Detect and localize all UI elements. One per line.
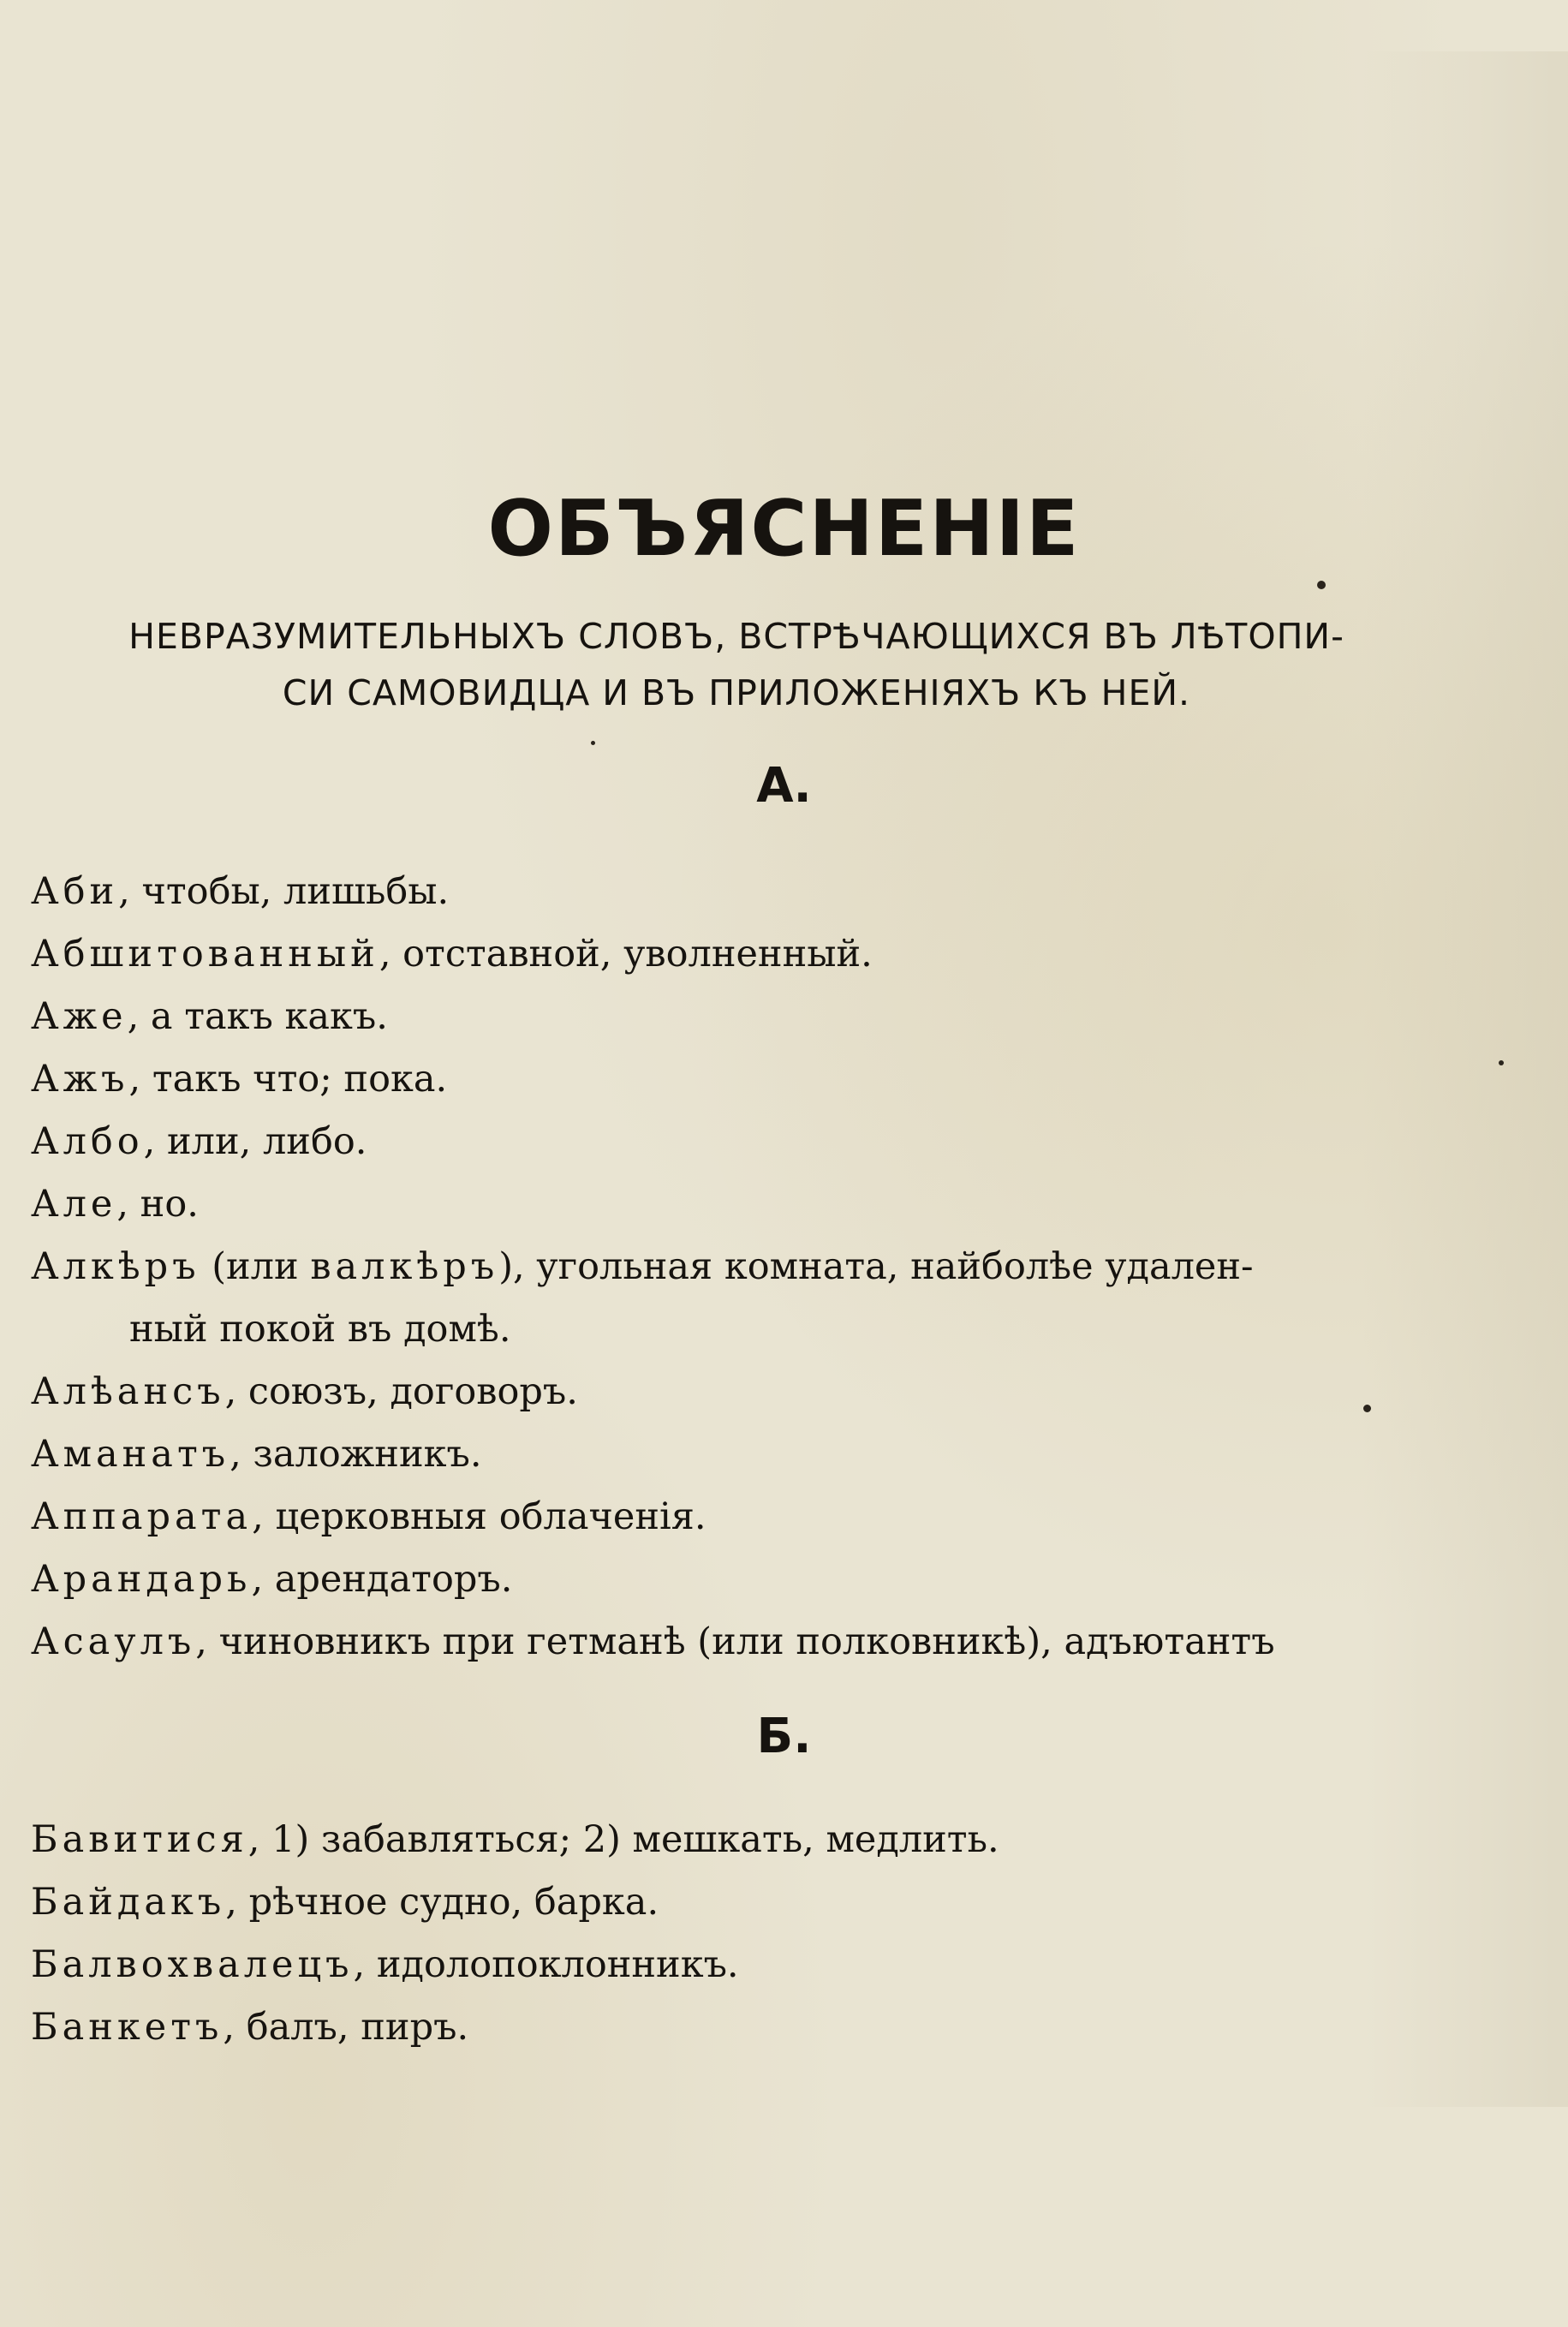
entry-definition: , чтобы, лишьбы. — [118, 870, 450, 913]
ink-speck — [591, 741, 595, 745]
glossary-entry — [31, 1548, 1452, 1611]
glossary-entry — [31, 1111, 1452, 1173]
entry-definition: , 1) забавляться; 2) мешкать, медлить. — [247, 1818, 999, 1861]
glossary-entry — [31, 1934, 1452, 1996]
ink-speck — [1363, 1405, 1371, 1412]
glossary-entry — [31, 1871, 1452, 1934]
entry-headword: Аже — [31, 995, 128, 1038]
ink-speck — [1499, 1060, 1504, 1065]
section-letter-a: А. — [756, 758, 812, 814]
glossary-entry — [31, 1048, 1452, 1111]
entry-headword: Асаулъ — [31, 1620, 196, 1663]
entries-list-a — [31, 861, 1452, 1674]
entry-headword: Арандарь — [31, 1558, 252, 1601]
entry-headword: Аманатъ — [31, 1433, 230, 1476]
entry-definition: , такъ что; пока. — [128, 1058, 448, 1101]
entry-definition: , балъ, пиръ. — [223, 2006, 469, 2049]
glossary-entry — [31, 1809, 1452, 1871]
entry-headword: Але — [31, 1183, 117, 1226]
page-subtitle — [34, 608, 1439, 721]
subtitle-line: НЕВРАЗУМИТЕЛЬНЫХЪ СЛОВЪ, ВСТРѢЧАЮЩИХСЯ ВЪ ЛѢТОПИ- — [128, 616, 1344, 657]
entry-headword: Алкѣръ — [31, 1245, 200, 1288]
entry-headword: Байдакъ — [31, 1881, 226, 1924]
glossary-entry — [31, 986, 1452, 1048]
ink-speck — [1317, 581, 1326, 589]
entry-definition: , отставной, уволненный. — [379, 933, 873, 976]
subtitle-line: СИ САМОВИДЦА И ВЪ ПРИЛОЖЕНІЯХЪ КЪ НЕЙ. — [282, 672, 1191, 713]
entry-headword: Ажъ — [31, 1058, 129, 1101]
glossary-entry — [31, 923, 1452, 986]
glossary-entry — [31, 861, 1452, 923]
entry-definition: , а такъ какъ. — [127, 995, 388, 1038]
glossary-entry — [31, 1361, 1452, 1423]
entry-definition: , арендаторъ. — [251, 1558, 513, 1601]
entry-headword: Аппарата — [31, 1495, 253, 1538]
entry-definition: , союзъ, договоръ. — [224, 1370, 578, 1413]
entry-headword: Банкетъ — [31, 2006, 224, 2049]
entry-definition: , или, либо. — [143, 1120, 367, 1163]
glossary-entry — [31, 1611, 1452, 1674]
entry-headword: Бавитися — [31, 1818, 248, 1861]
entry-headword: Балвохвалецъ — [31, 1943, 354, 1986]
entry-definition: , но. — [116, 1183, 199, 1226]
section-letter-b: Б. — [756, 1709, 812, 1764]
page-title: ОБЪЯСНЕНІЕ — [487, 484, 1081, 574]
entry-headword: Алѣансъ — [31, 1370, 225, 1413]
entry-definition: , заложникъ. — [230, 1433, 482, 1476]
entry-definition: , церковныя облаченія. — [252, 1495, 706, 1538]
entry-definition: (или — [200, 1245, 311, 1288]
glossary-entry — [31, 1423, 1452, 1486]
entry-definition: ), угольная комната, найболѣе удален- — [498, 1245, 1254, 1288]
glossary-entry — [31, 1173, 1452, 1236]
entry-headword: Аби — [31, 870, 119, 913]
entry-headword: Албо — [31, 1120, 144, 1163]
entry-headword: Абшитованный — [31, 933, 379, 976]
glossary-entry — [31, 1996, 1452, 2059]
entry-definition: , идолопоклонникъ. — [353, 1943, 739, 1986]
entry-definition: , чиновникъ при гетманѣ (или полковникѣ), адъютантъ — [195, 1620, 1275, 1663]
entries-list-b — [31, 1809, 1452, 2059]
glossary-entry — [31, 1486, 1452, 1548]
entry-continuation: ный покой въ домѣ. — [129, 1308, 511, 1351]
entry-variant-headword: валкѣръ — [310, 1245, 499, 1288]
entry-definition: , рѣчное судно, барка. — [225, 1881, 659, 1924]
glossary-entry — [31, 1236, 1452, 1361]
